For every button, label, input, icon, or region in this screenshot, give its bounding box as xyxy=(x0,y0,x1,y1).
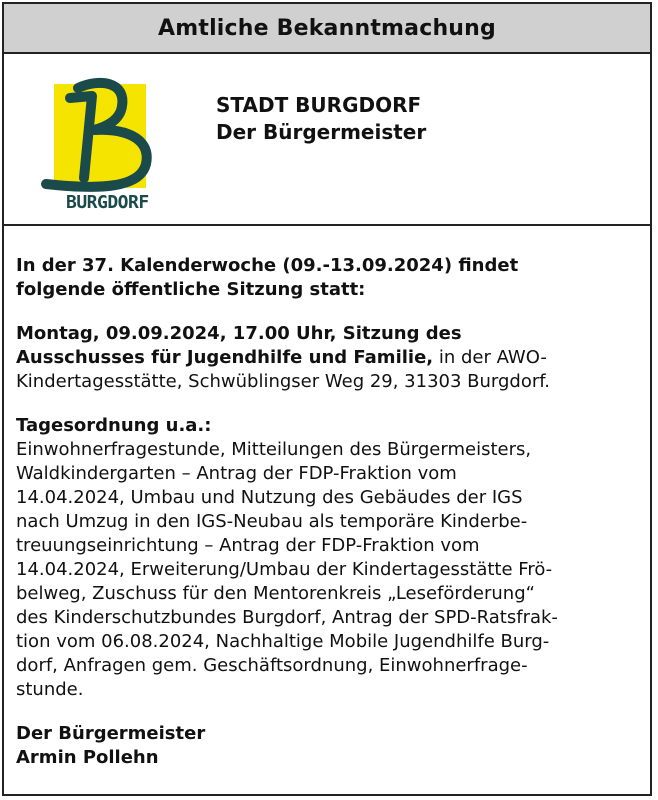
meeting-location: Kindertagesstätte, Schwüblingser Weg 29, 31303 Burgdorf. xyxy=(16,371,551,392)
notice-header xyxy=(4,4,650,54)
agenda xyxy=(16,414,642,702)
notice-body xyxy=(16,254,642,770)
agenda-line: stunde. xyxy=(16,679,84,700)
signature-title: Der Bürgermeister xyxy=(16,723,206,744)
meeting-details xyxy=(16,322,642,394)
city-logo xyxy=(40,72,170,222)
agenda-line: 14.04.2024, Erweiterung/Umbau der Kindertagesstätte Frö- xyxy=(16,559,553,580)
agenda-line: treuungseinrichtung – Antrag der FDP-Fraktion vom xyxy=(16,535,480,556)
intro-line-1: In der 37. Kalenderwoche (09.-13.09.2024) findet xyxy=(16,255,519,276)
organization-name xyxy=(216,92,426,146)
agenda-line: Einwohnerfragestunde, Mitteilungen des Bürgermeisters, xyxy=(16,439,532,460)
agenda-line: Waldkindergarten – Antrag der FDP-Fraktion vom xyxy=(16,463,457,484)
agenda-line: tion vom 06.08.2024, Nachhaltige Mobile Jugendhilfe Burg- xyxy=(16,631,550,652)
notice-frame xyxy=(2,2,652,796)
intro-line-2: folgende öffentliche Sitzung statt: xyxy=(16,279,366,300)
city-name: STADT BURGDORF xyxy=(216,93,422,117)
organization-block xyxy=(4,54,650,226)
notice-title: Amtliche Bekanntmachung xyxy=(158,15,496,41)
agenda-line: nach Umzug in den IGS-Neubau als temporäre Kinderbe- xyxy=(16,511,528,532)
agenda-line: 14.04.2024, Umbau und Nutzung des Gebäudes der IGS xyxy=(16,487,523,508)
agenda-title: Tagesordnung u.a.: xyxy=(16,415,212,436)
signature xyxy=(16,722,642,770)
agenda-line: belweg, Zuschuss für den Mentorenkreis „Leseförderung“ xyxy=(16,583,535,604)
signature-name: Armin Pollehn xyxy=(16,747,159,768)
meeting-date-time: Montag, 09.09.2024, 17.00 Uhr, Sitzung des xyxy=(16,323,462,344)
logo-wordmark: BURGDORF xyxy=(66,192,149,213)
office-name: Der Bürgermeister xyxy=(216,120,427,144)
agenda-line: dorf, Anfragen gem. Geschäftsordnung, Einwohnerfrage- xyxy=(16,655,528,676)
meeting-location-start: in der AWO- xyxy=(433,347,547,368)
intro-text xyxy=(16,254,642,302)
meeting-committee: Ausschusses für Jugendhilfe und Familie, xyxy=(16,347,434,368)
agenda-line: des Kinderschutzbundes Burgdorf, Antrag der SPD-Ratsfrak- xyxy=(16,607,558,628)
